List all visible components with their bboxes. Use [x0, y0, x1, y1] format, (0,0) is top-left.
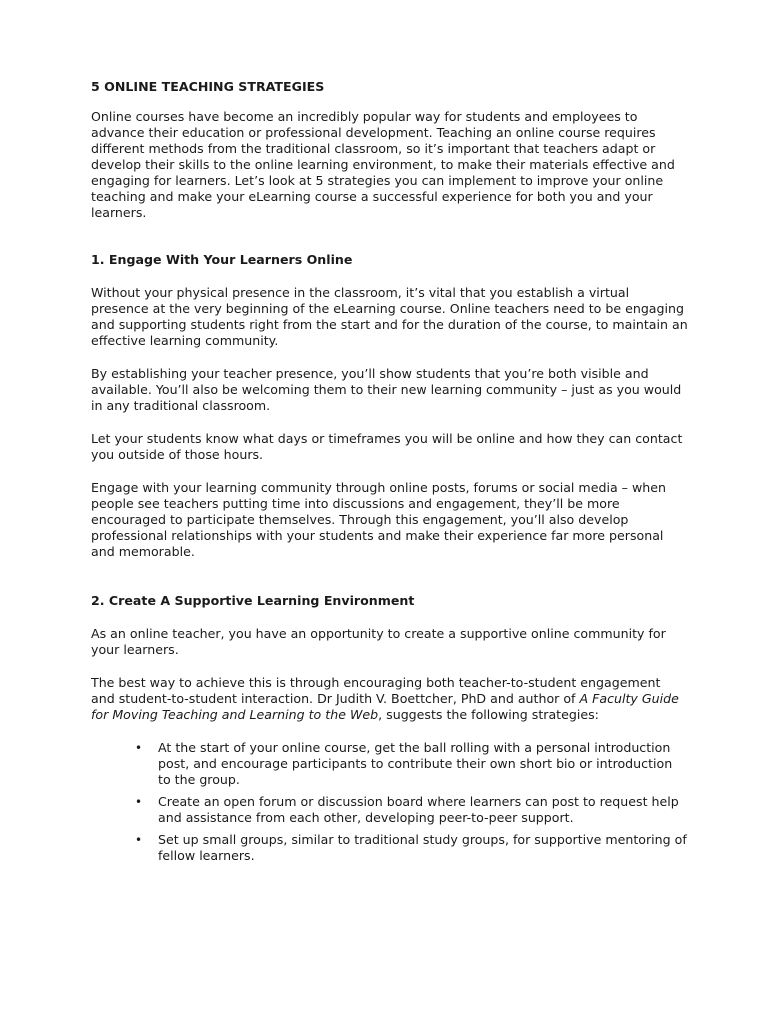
- list-item: [135, 740, 688, 788]
- strategies-list: [91, 740, 688, 864]
- list-item: [135, 794, 688, 826]
- list-item-text: At the start of your online course, get the ball rolling with a personal introduction post, and encourage participants to contribute their own short bio or introduction to the group.: [158, 740, 673, 787]
- list-item-text: Set up small groups, similar to traditional study groups, for supportive mentoring of fellow learners.: [158, 832, 687, 863]
- section-2-paragraph-1: As an online teacher, you have an opportunity to create a supportive online community for your learners.: [91, 626, 666, 657]
- bullet-icon: •: [135, 795, 143, 809]
- section-1-paragraph-4: Engage with your learning community through online posts, forums or social media – when people see teachers putting time into discussions and engagement, they’ll be more encouraged to participate themselves. Through this engagement, you’ll also develop professional relationships with your students and make their experience far more personal and memorable.: [91, 480, 666, 559]
- section-2-heading: 2. Create A Supportive Learning Environment: [91, 593, 415, 608]
- list-item: [135, 832, 688, 864]
- book-title: A Faculty Guide for Moving Teaching and Learning to the Web: [91, 691, 679, 722]
- section-1-paragraph-3: Let your students know what days or timeframes you will be online and how they can contact you outside of those hours.: [91, 431, 683, 462]
- bullet-icon: •: [135, 833, 143, 847]
- section-2-paragraph-2-tail: , suggests the following strategies:: [378, 707, 599, 722]
- section-1-paragraph-1: Without your physical presence in the classroom, it’s vital that you establish a virtual presence at the very beginning of the eLearning course. Online teachers need to be engaging and supporting students right from the start and for the duration of the course, to maintain an effective learning community.: [91, 285, 688, 348]
- bullet-icon: •: [135, 741, 143, 755]
- section-1-paragraph-2: By establishing your teacher presence, you’ll show students that you’re both visible and available. You’ll also be welcoming them to their new learning community – just as you would in any traditional classroom.: [91, 366, 682, 413]
- section-1-heading: 1. Engage With Your Learners Online: [91, 252, 353, 267]
- section-2-paragraph-2: [91, 675, 688, 723]
- document-title: 5 ONLINE TEACHING STRATEGIES: [91, 79, 325, 94]
- intro-paragraph: Online courses have become an incredibly popular way for students and employees to advance their education or professional development. Teaching an online course requires different methods from the traditional classroom, so it’s important that teachers adapt or develop their skills to the online learning environment, to make their materials effective and engaging for learners. Let’s look at 5 strategies you can implement to improve your online teaching and make your eLearning course a successful experience for both you and your learners.: [91, 109, 675, 220]
- section-2-paragraph-2-text: The best way to achieve this is through encouraging both teacher-to-student engagement and student-to-student interaction. Dr Judith V. Boettcher, PhD and author of: [91, 675, 661, 706]
- list-item-text: Create an open forum or discussion board where learners can post to request help and assistance from each other, developing peer-to-peer support.: [158, 794, 679, 825]
